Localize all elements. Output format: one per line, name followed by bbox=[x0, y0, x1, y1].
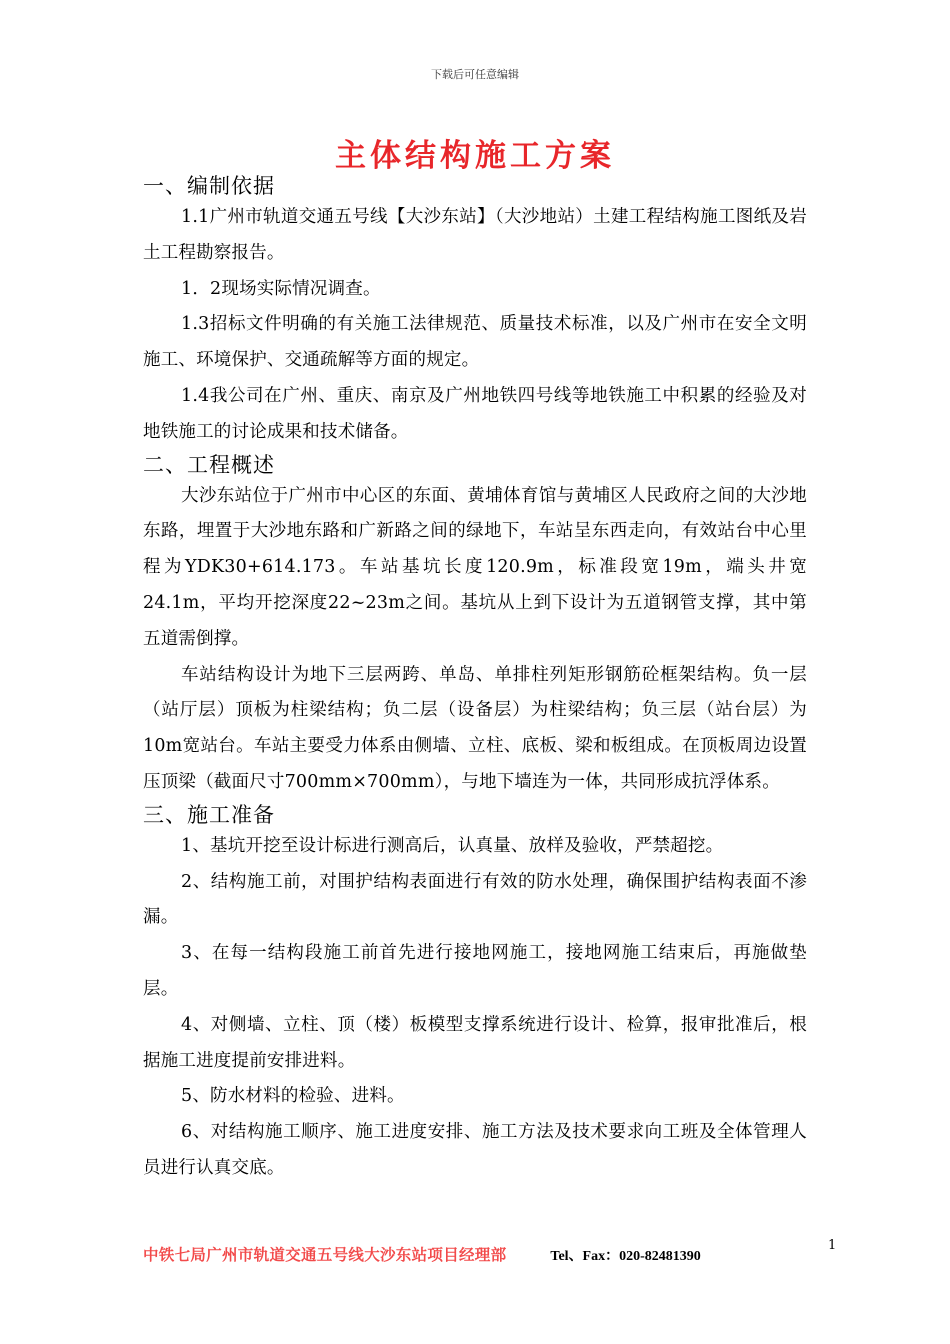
header-note: 下载后可任意编辑 bbox=[431, 68, 519, 81]
document-title: 主体结构施工方案 bbox=[335, 138, 615, 174]
paragraph: 2、结构施工前，对围护结构表面进行有效的防水处理，确保围护结构表面不渗漏。 bbox=[143, 871, 807, 928]
paragraph: 1.4我公司在广州、重庆、南京及广州地铁四号线等地铁施工中积累的经验及对地铁施工的讨论成果和技术储备。 bbox=[143, 385, 807, 442]
paragraph: 1、基坑开挖至设计标进行测高后，认真量、放样及验收，严禁超挖。 bbox=[181, 835, 724, 856]
paragraph: 4、对侧墙、立柱、顶（楼）板模型支撑系统进行设计、检算，报审批准后，根据施工进度提前安排进料。 bbox=[143, 1014, 807, 1071]
paragraph: 大沙东站位于广州市中心区的东面、黄埔体育馆与黄埔区人民政府之间的大沙地东路，埋置于大沙地东路和广新路之间的绿地下，车站呈东西走向，有效站台中心里程为YDK30+614.173。车站基坑长度120.9m，标准段宽19m，端头井宽24.1m，平均开挖深度22~23m之间。基坑从上到下设计为五道钢管支撑，其中第五道需倒撑。 bbox=[143, 485, 807, 649]
footer-contact: Tel、Fax：020-82481390 bbox=[550, 1249, 701, 1264]
paragraph: 1．2现场实际情况调查。 bbox=[181, 278, 381, 299]
paragraph: 5、防水材料的检验、进料。 bbox=[181, 1086, 405, 1107]
document-body bbox=[143, 172, 807, 1187]
footer-organization: 中铁七局广州市轨道交通五号线大沙东站项目经理部 bbox=[143, 1246, 507, 1264]
page-number: 1 bbox=[828, 1238, 837, 1253]
paragraph: 1.1广州市轨道交通五号线【大沙东站】（大沙地站）土建工程结构施工图纸及岩土工程勘察报告。 bbox=[143, 207, 807, 263]
paragraph: 6、对结构施工顺序、施工进度安排、施工方法及技术要求向工班及全体管理人员进行认真交底。 bbox=[143, 1122, 807, 1178]
paragraph: 3、在每一结构段施工前首先进行接地网施工，接地网施工结束后，再施做垫层。 bbox=[143, 943, 807, 999]
footer bbox=[143, 1243, 823, 1265]
section-heading-basis: 一、编制依据 bbox=[143, 174, 275, 198]
paragraph: 1.3招标文件明确的有关施工法律规范、质量技术标准，以及广州市在安全文明施工、环境保护、交通疏解等方面的规定。 bbox=[143, 314, 807, 371]
section-heading-preparation: 三、施工准备 bbox=[143, 802, 275, 827]
section-heading-overview: 二、工程概述 bbox=[143, 452, 275, 477]
paragraph: 车站结构设计为地下三层两跨、单岛、单排柱列矩形钢筋砼框架结构。负一层（站厅层）顶板为柱梁结构；负二层（设备层）为柱梁结构；负三层（站台层）为10m宽站台。车站主要受力体系由侧墙、立柱、底板、梁和板组成。在顶板周边设置压顶梁（截面尺寸700mm×700mm），与地下墙连为一体，共同形成抗浮体系。 bbox=[143, 664, 807, 792]
